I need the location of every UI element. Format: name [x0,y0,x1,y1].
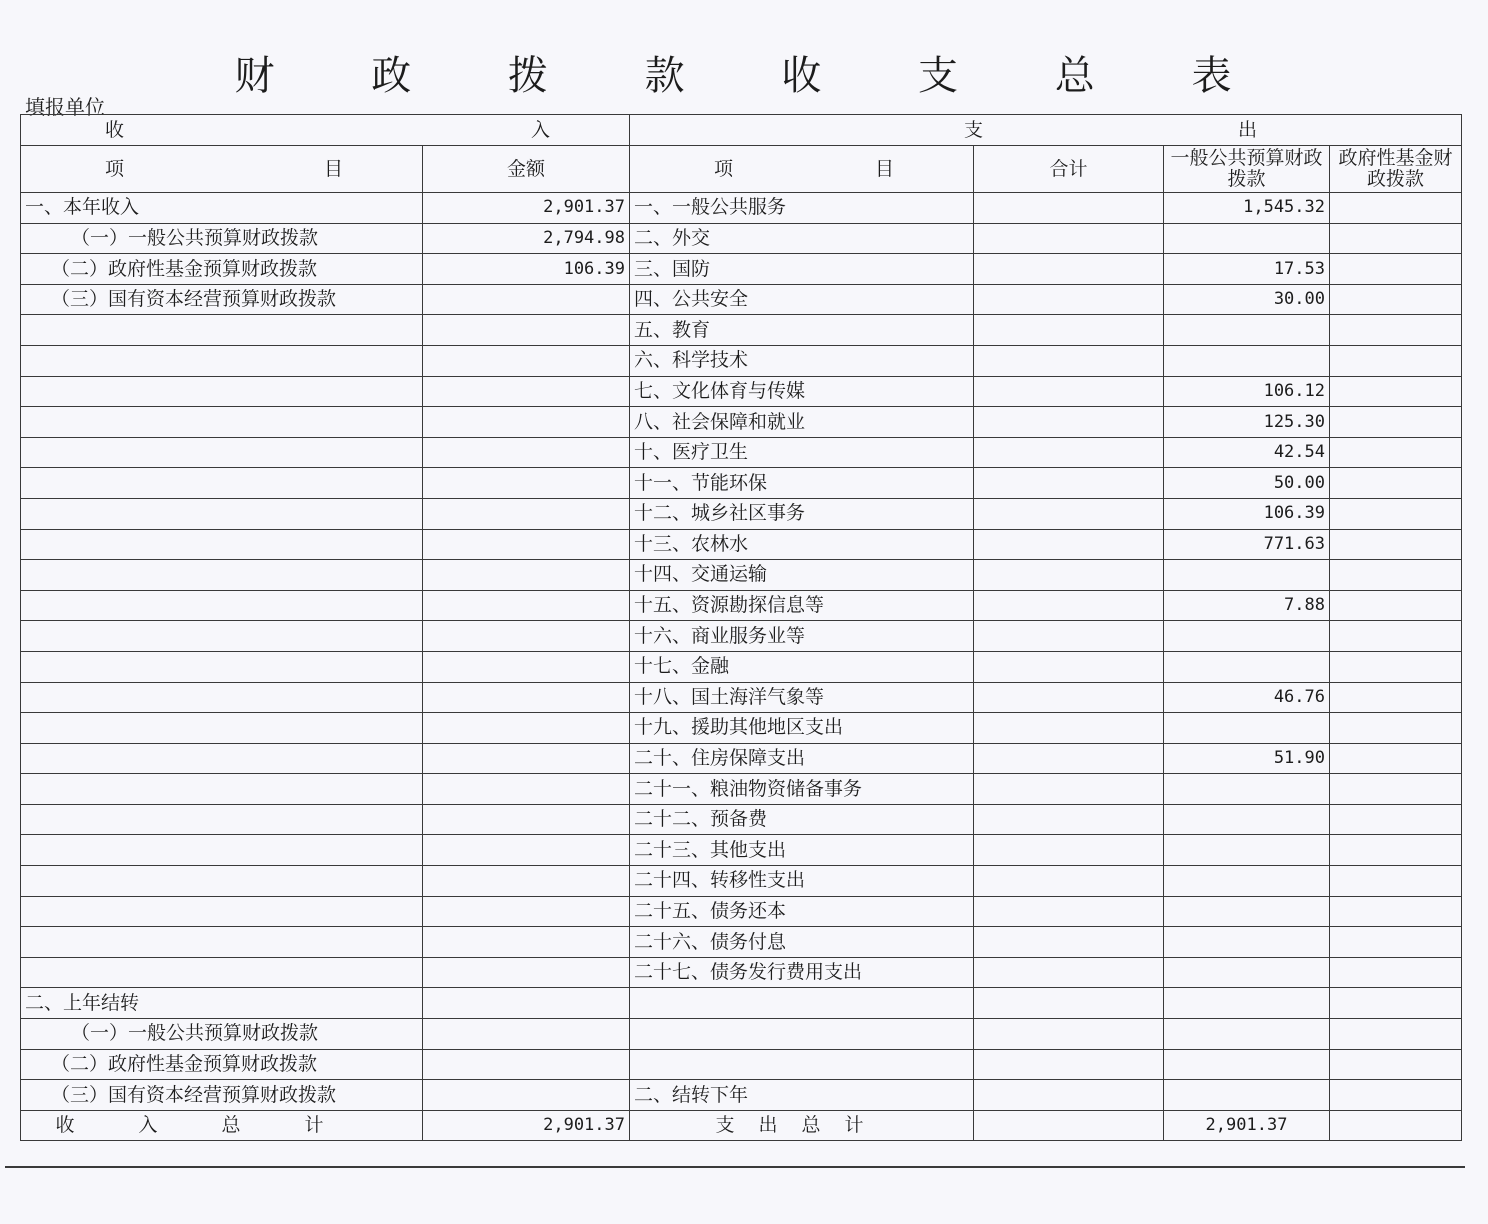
table-row [21,988,1462,1019]
income-amount-cell [423,743,630,774]
gov-fund-cell [1330,957,1462,988]
gov-fund-cell [1330,866,1462,897]
income-total-amount: 2,901.37 [423,1110,630,1141]
general-budget-cell [1164,774,1330,805]
general-budget-cell: 42.54 [1164,437,1330,468]
expense-total-cell [974,988,1164,1019]
expense-item-cell: 二十七、债务发行费用支出 [630,957,974,988]
gov-fund-cell [1330,468,1462,499]
expense-total-cell [974,345,1164,376]
income-amount-cell [423,651,630,682]
income-item-header [21,146,423,193]
expense-item-cell: 十五、资源勘探信息等 [630,590,974,621]
income-amount-cell [423,1080,630,1111]
table-row [21,835,1462,866]
general-budget-cell [1164,223,1330,254]
expense-header-left: 支 [964,118,984,141]
general-budget-cell [1164,713,1330,744]
income-amount-cell [423,988,630,1019]
income-amount-cell [423,866,630,897]
income-item-cell [21,682,423,713]
gov-fund-cell [1330,376,1462,407]
item-header-right: 目 [323,157,343,180]
expense-item-cell: 十、医疗卫生 [630,437,974,468]
expense-item-cell: 十八、国土海洋气象等 [630,682,974,713]
expense-item-cell: 四、公共安全 [630,284,974,315]
table-row [21,713,1462,744]
table-row [21,437,1462,468]
gov-fund-cell [1330,529,1462,560]
gov-fund-cell [1330,1019,1462,1050]
table-row [21,896,1462,927]
expense-total-cell [974,193,1164,224]
gov-fund-cell [1330,743,1462,774]
table-row [21,254,1462,285]
income-item-cell [21,866,423,897]
table-row [21,621,1462,652]
expense-total-cell [974,743,1164,774]
table-row [21,590,1462,621]
general-budget-cell: 30.00 [1164,284,1330,315]
gov-fund-cell [1330,315,1462,346]
expense-total-cell [974,284,1164,315]
income-amount-cell [423,437,630,468]
expense-total-label: 支出总计 [630,1110,974,1141]
expense-total-cell [974,621,1164,652]
table-row [21,682,1462,713]
gov-fund-cell [1330,804,1462,835]
gov-fund-cell [1330,498,1462,529]
expense-item-cell: 二十二、预备费 [630,804,974,835]
income-item-cell: （三）国有资本经营预算财政拨款 [21,284,423,315]
expense-item-cell: 二十五、债务还本 [630,896,974,927]
expense-header-right: 出 [1238,118,1258,141]
item-header-right: 目 [874,157,894,180]
table-row [21,345,1462,376]
income-item-cell [21,927,423,958]
general-budget-header: 一般公共预算财政拨款 [1164,146,1330,193]
gov-fund-cell [1330,682,1462,713]
expense-item-header [630,146,974,193]
expense-item-cell: 二、外交 [630,223,974,254]
expense-item-cell: 二十三、其他支出 [630,835,974,866]
expense-section-header [630,115,1462,146]
income-total-label: 收入总计 [21,1110,423,1141]
income-item-cell [21,437,423,468]
income-amount-cell [423,315,630,346]
page-title: 财 政 拨 款 收 支 总 表 [234,53,1274,99]
general-budget-cell: 50.00 [1164,468,1330,499]
expense-item-cell: 五、教育 [630,315,974,346]
expense-item-cell: 十四、交通运输 [630,560,974,591]
budget-summary-table [20,114,1462,1141]
expense-total-cell [974,407,1164,438]
item-header-left: 项 [714,157,734,180]
income-item-cell [21,315,423,346]
expense-total-cell [974,1049,1164,1080]
income-item-cell [21,896,423,927]
gov-fund-cell [1330,774,1462,805]
expense-item-cell: 十二、城乡社区事务 [630,498,974,529]
expense-total-cell [974,223,1164,254]
general-budget-cell: 106.39 [1164,498,1330,529]
general-budget-cell [1164,651,1330,682]
income-amount-cell [423,682,630,713]
expense-total-cell [974,651,1164,682]
income-item-cell [21,345,423,376]
income-item-cell [21,713,423,744]
income-item-cell [21,651,423,682]
income-section-header [21,115,630,146]
table-row [21,651,1462,682]
general-budget-cell [1164,315,1330,346]
gov-fund-cell [1330,223,1462,254]
expense-total-cell [974,896,1164,927]
income-item-cell [21,621,423,652]
income-amount-cell [423,376,630,407]
income-item-cell [21,407,423,438]
gov-fund-cell [1330,1080,1462,1111]
gov-fund-cell [1330,560,1462,591]
income-amount-cell [423,804,630,835]
expense-total-cell [974,866,1164,897]
expense-item-cell: 十三、农林水 [630,529,974,560]
income-amount-cell [423,529,630,560]
item-header-left: 项 [105,157,125,180]
table-row [21,957,1462,988]
income-item-cell [21,498,423,529]
expense-total-cell [974,376,1164,407]
gov-fund-cell [1330,988,1462,1019]
general-budget-cell: 7.88 [1164,590,1330,621]
table-row [21,1080,1462,1111]
general-budget-cell [1164,927,1330,958]
income-amount-cell [423,560,630,591]
income-item-cell [21,957,423,988]
expense-item-cell: 二十六、债务付息 [630,927,974,958]
expense-total-cell [974,957,1164,988]
table-row [21,468,1462,499]
income-amount-cell [423,407,630,438]
gov-fund-cell [1330,621,1462,652]
general-budget-cell: 17.53 [1164,254,1330,285]
general-budget-cell [1164,560,1330,591]
income-amount-cell [423,957,630,988]
expense-item-cell [630,1019,974,1050]
general-budget-cell: 106.12 [1164,376,1330,407]
income-amount-cell: 106.39 [423,254,630,285]
income-item-cell [21,774,423,805]
general-budget-cell [1164,1080,1330,1111]
income-amount-cell [423,1049,630,1080]
table-row [21,560,1462,591]
table-row [21,804,1462,835]
reporting-unit-label: 填报单位 [25,95,105,119]
expense-total-sum-cell [974,1110,1164,1141]
income-amount-cell [423,896,630,927]
general-budget-cell [1164,345,1330,376]
expense-total-cell [974,590,1164,621]
expense-total-cell [974,1080,1164,1111]
income-item-cell [21,835,423,866]
table-row [21,376,1462,407]
income-item-cell: （一）一般公共预算财政拨款 [21,223,423,254]
income-header-right: 入 [530,118,550,141]
gov-fund-cell [1330,437,1462,468]
table-row [21,223,1462,254]
income-amount-cell: 2,901.37 [423,193,630,224]
expense-total-cell [974,804,1164,835]
income-amount-cell [423,1019,630,1050]
income-item-cell [21,743,423,774]
expense-total-cell [974,835,1164,866]
table-row [21,1019,1462,1050]
expense-total-cell [974,468,1164,499]
income-item-cell: 一、本年收入 [21,193,423,224]
expense-item-cell: 一、一般公共服务 [630,193,974,224]
expense-item-cell: 十九、援助其他地区支出 [630,713,974,744]
table-row [21,774,1462,805]
bottom-rule [5,1166,1465,1168]
general-budget-cell: 1,545.32 [1164,193,1330,224]
table-row [21,866,1462,897]
gov-fund-cell [1330,407,1462,438]
expense-item-cell: 二十四、转移性支出 [630,866,974,897]
general-budget-cell [1164,835,1330,866]
general-budget-cell [1164,988,1330,1019]
gov-fund-cell [1330,590,1462,621]
expense-item-cell: 十六、商业服务业等 [630,621,974,652]
income-item-cell: （三）国有资本经营预算财政拨款 [21,1080,423,1111]
expense-total-fund-cell [1330,1110,1462,1141]
expense-total-cell [974,315,1164,346]
general-budget-cell [1164,621,1330,652]
expense-item-cell: 二、结转下年 [630,1080,974,1111]
general-budget-cell: 125.30 [1164,407,1330,438]
expense-item-cell: 二十一、粮油物资储备事务 [630,774,974,805]
table-row [21,1049,1462,1080]
expense-item-cell: 二十、住房保障支出 [630,743,974,774]
income-item-cell [21,560,423,591]
income-amount-cell: 2,794.98 [423,223,630,254]
expense-item-cell [630,1049,974,1080]
income-item-cell [21,376,423,407]
expense-total-cell [974,254,1164,285]
expense-item-cell: 十一、节能环保 [630,468,974,499]
expense-total-amount: 2,901.37 [1164,1110,1330,1141]
income-amount-cell [423,835,630,866]
expense-total-cell [974,560,1164,591]
income-amount-cell [423,468,630,499]
table-row [21,193,1462,224]
general-budget-cell [1164,866,1330,897]
expense-total-cell [974,713,1164,744]
expense-total-cell [974,437,1164,468]
table-row [21,407,1462,438]
gov-fund-cell [1330,713,1462,744]
income-amount-cell [423,713,630,744]
gov-fund-cell [1330,651,1462,682]
income-amount-cell [423,774,630,805]
income-amount-cell [423,621,630,652]
expense-total-cell [974,682,1164,713]
income-item-cell: （二）政府性基金预算财政拨款 [21,254,423,285]
gov-fund-cell [1330,1049,1462,1080]
gov-fund-cell [1330,927,1462,958]
income-item-cell [21,529,423,560]
totals-row [21,1110,1462,1141]
gov-fund-cell [1330,254,1462,285]
expense-item-cell: 十七、金融 [630,651,974,682]
income-amount-cell [423,590,630,621]
table-row [21,927,1462,958]
expense-total-cell [974,529,1164,560]
income-item-cell: （一）一般公共预算财政拨款 [21,1019,423,1050]
expense-item-cell: 六、科学技术 [630,345,974,376]
amount-header: 金额 [423,146,630,193]
gov-fund-cell [1330,345,1462,376]
header-row-columns [21,146,1462,193]
income-amount-cell [423,927,630,958]
header-row-sections [21,115,1462,146]
table-row [21,498,1462,529]
income-item-cell [21,804,423,835]
general-budget-cell [1164,957,1330,988]
income-item-cell [21,590,423,621]
table-row [21,529,1462,560]
table-row [21,315,1462,346]
general-budget-cell [1164,896,1330,927]
gov-fund-cell [1330,896,1462,927]
general-budget-cell [1164,1049,1330,1080]
expense-total-cell [974,498,1164,529]
expense-total-cell [974,774,1164,805]
income-amount-cell [423,284,630,315]
gov-fund-cell [1330,193,1462,224]
general-budget-cell [1164,804,1330,835]
general-budget-cell: 771.63 [1164,529,1330,560]
income-item-cell [21,468,423,499]
gov-fund-cell [1330,284,1462,315]
gov-fund-cell [1330,835,1462,866]
expense-item-cell: 七、文化体育与传媒 [630,376,974,407]
table-row [21,284,1462,315]
income-amount-cell [423,345,630,376]
income-amount-cell [423,498,630,529]
income-header-left: 收 [105,118,125,141]
expense-item-cell [630,988,974,1019]
expense-total-cell [974,1019,1164,1050]
table-row [21,743,1462,774]
general-budget-cell [1164,1019,1330,1050]
gov-fund-header: 政府性基金财政拨款 [1330,146,1462,193]
general-budget-cell: 51.90 [1164,743,1330,774]
income-item-cell: 二、上年结转 [21,988,423,1019]
expense-item-cell: 三、国防 [630,254,974,285]
general-budget-cell: 46.76 [1164,682,1330,713]
total-header: 合计 [974,146,1164,193]
income-item-cell: （二）政府性基金预算财政拨款 [21,1049,423,1080]
expense-total-cell [974,927,1164,958]
expense-item-cell: 八、社会保障和就业 [630,407,974,438]
